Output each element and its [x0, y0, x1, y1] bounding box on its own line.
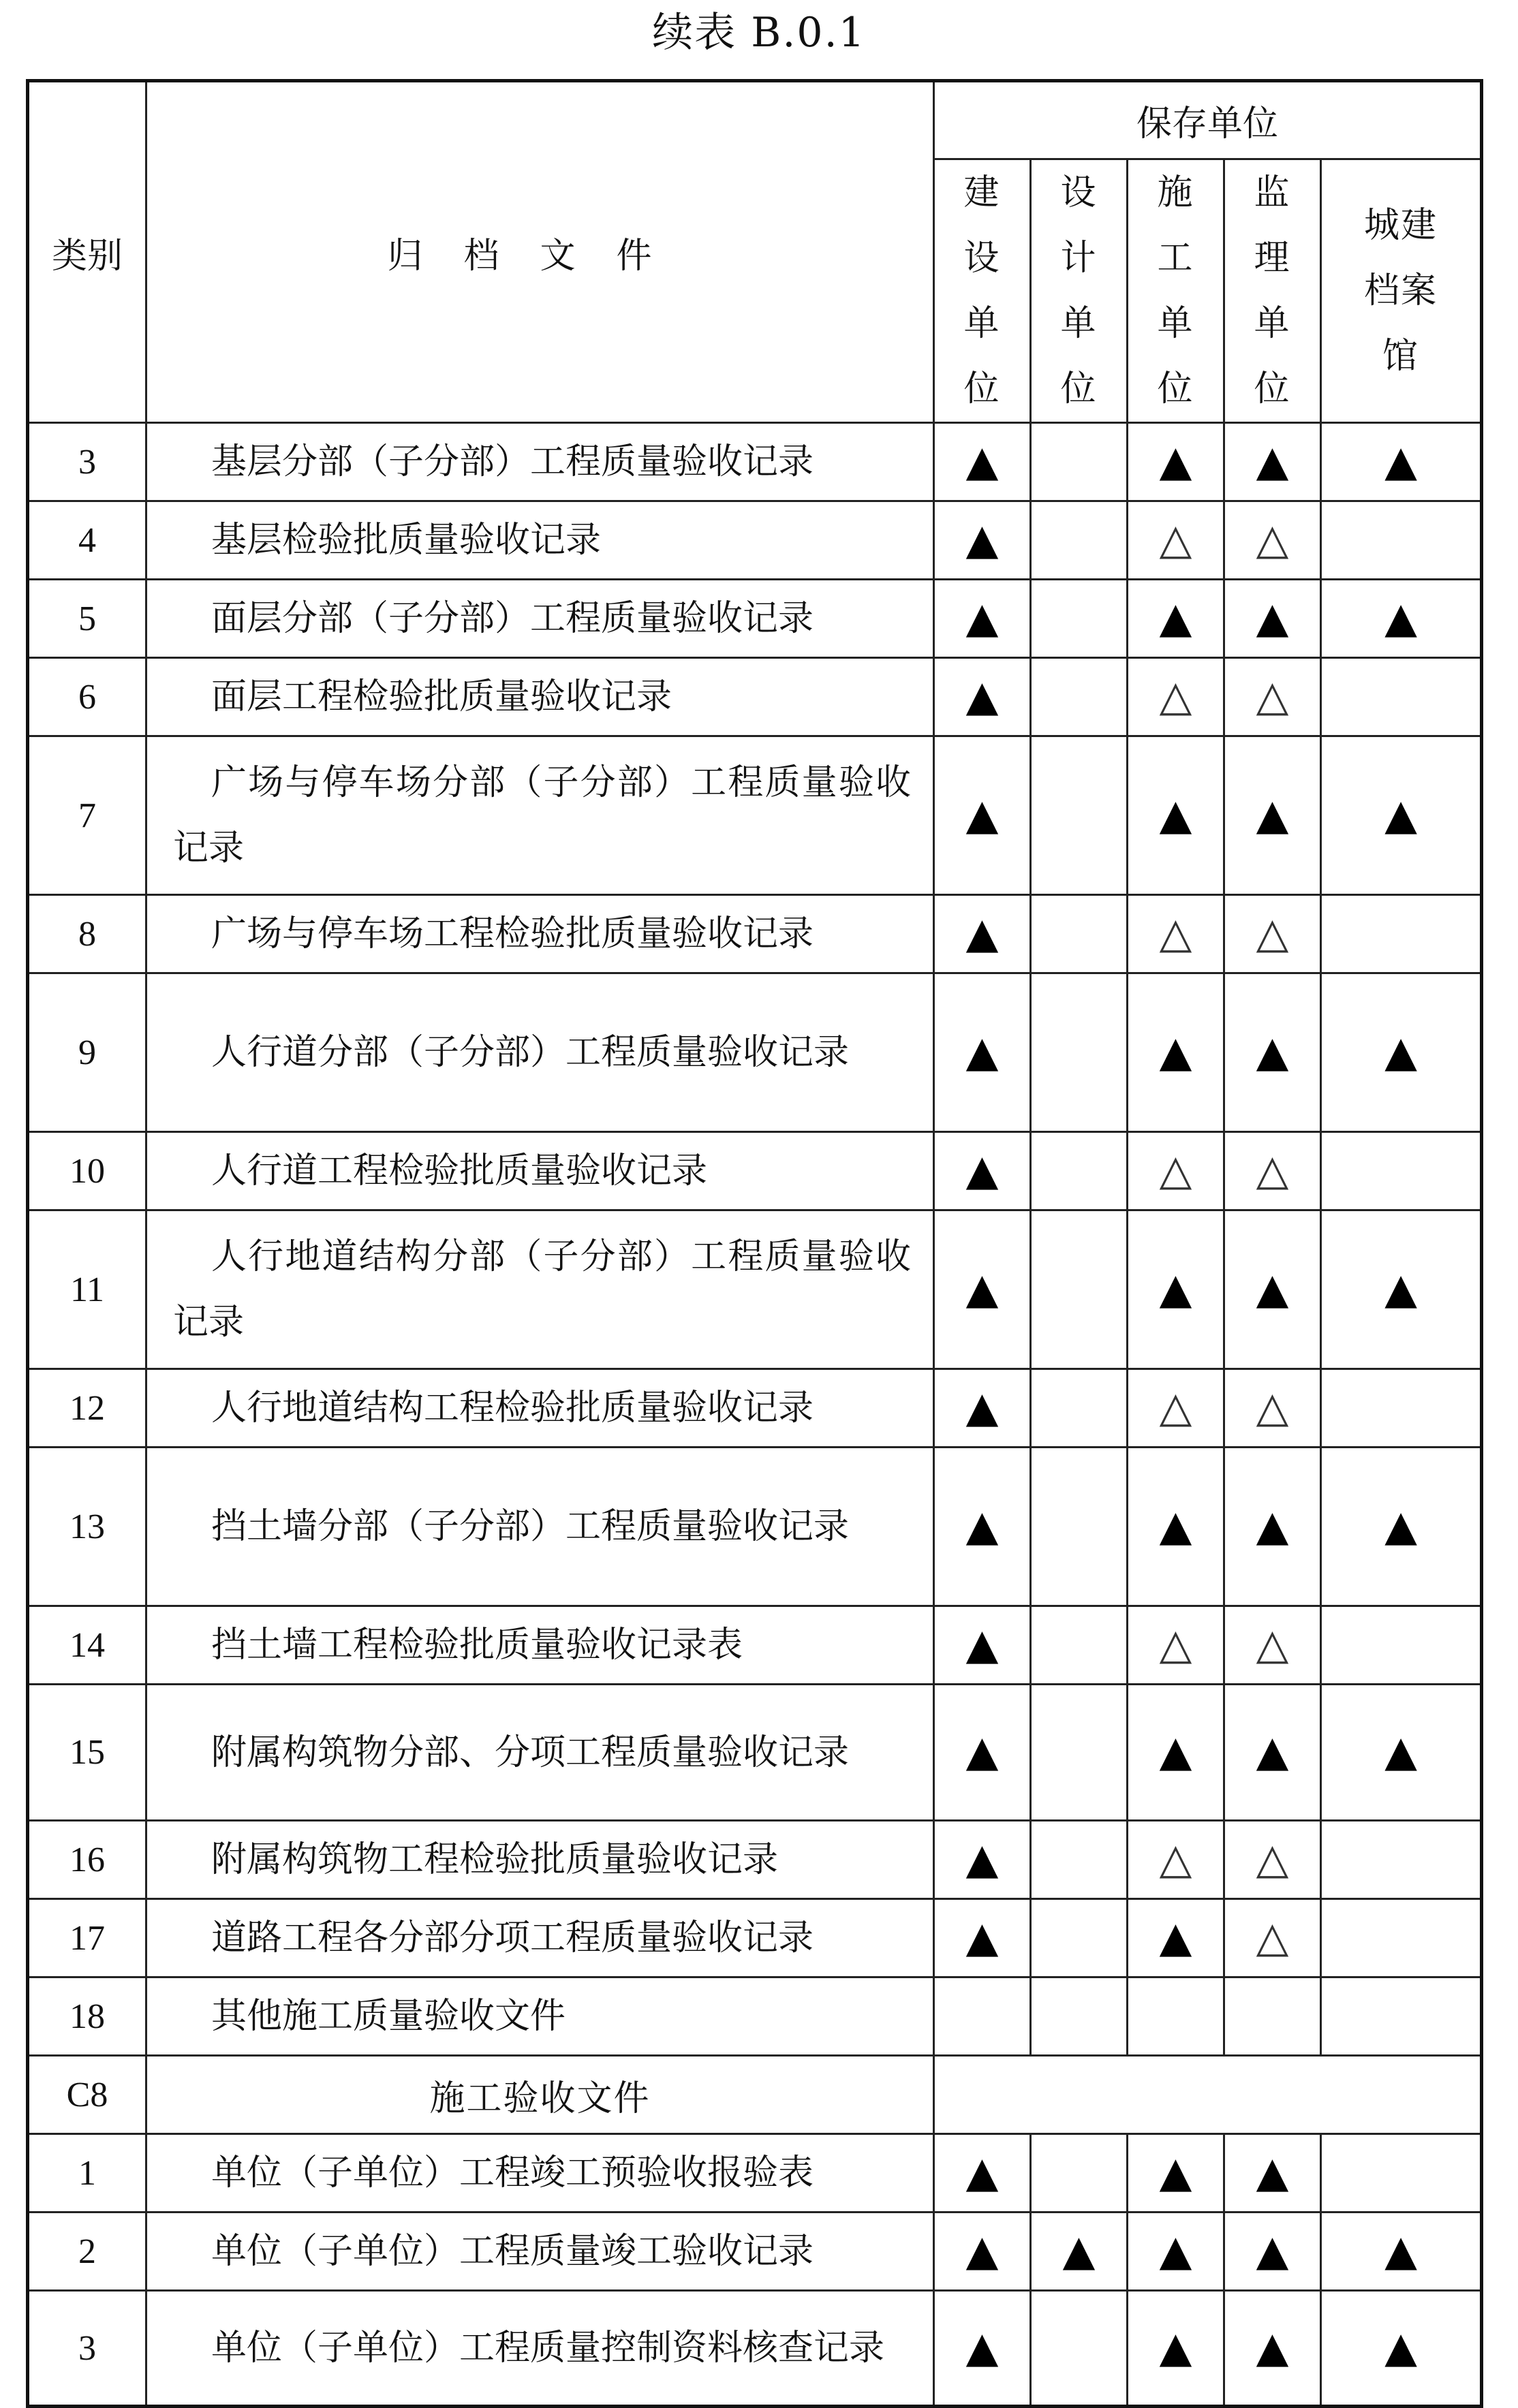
- mark-cell-archive: [1321, 2134, 1482, 2212]
- mark-cell-archive: [1321, 2291, 1482, 2407]
- mark-cell-contractor: [1128, 2134, 1224, 2212]
- archive-table: [26, 79, 1483, 2408]
- row-number: 6: [28, 658, 146, 736]
- mark-cell-archive: [1321, 973, 1482, 1132]
- table-row: [28, 501, 1482, 580]
- row-number: 15: [28, 1685, 146, 1821]
- mark-cell-supervisor: [1224, 1132, 1321, 1210]
- row-number: 12: [28, 1369, 146, 1448]
- table-title: 续表 B.0.1: [652, 9, 866, 57]
- mark-cell-archive: [1321, 501, 1482, 580]
- document-name: 广场与停车场工程检验批质量验收记录: [211, 913, 814, 954]
- mark-cell-supervisor: [1224, 1210, 1321, 1369]
- table-row: [28, 1369, 1482, 1448]
- solid-triangle-icon: ▲: [1159, 1026, 1192, 1076]
- document-name: 挡土墙分部（子分部）工程质量验收记录: [211, 1506, 850, 1547]
- solid-triangle-icon: ▲: [965, 1619, 999, 1669]
- row-number: 10: [28, 1132, 146, 1210]
- solid-triangle-icon: ▲: [1159, 1263, 1192, 1313]
- mark-cell-supervisor: [1224, 658, 1321, 736]
- hollow-triangle-icon: △: [1256, 1381, 1289, 1432]
- mark-cell-supervisor: [1224, 1821, 1321, 1899]
- mark-cell-archive: [1321, 736, 1482, 895]
- mark-cell-supervisor: [1224, 1899, 1321, 1977]
- solid-triangle-icon: ▲: [1384, 1026, 1417, 1076]
- document-name: 附属构筑物分部、分项工程质量验收记录: [211, 1732, 850, 1773]
- mark-cell-construction-owner: [934, 973, 1031, 1132]
- row-number: 13: [28, 1448, 146, 1606]
- mark-cell-archive: [1321, 1685, 1482, 1821]
- document-name: 单位（子单位）工程质量控制资料核查记录: [211, 2328, 885, 2368]
- mark-cell-construction-owner: [934, 1685, 1031, 1821]
- solid-triangle-icon: ▲: [1159, 1726, 1192, 1776]
- solid-triangle-icon: ▲: [965, 1726, 999, 1776]
- mark-cell-contractor: [1128, 423, 1224, 501]
- hollow-triangle-icon: △: [1256, 514, 1289, 564]
- hollow-triangle-icon: △: [1256, 1833, 1289, 1883]
- mark-cell-construction-owner: [934, 423, 1031, 501]
- solid-triangle-icon: ▲: [965, 1911, 999, 1962]
- hollow-triangle-icon: △: [1159, 1833, 1192, 1883]
- row-number: 7: [28, 736, 146, 895]
- table-row: [28, 1821, 1482, 1899]
- mark-cell-contractor: [1128, 658, 1224, 736]
- solid-triangle-icon: ▲: [1384, 1263, 1417, 1313]
- document-name-cell: [146, 1369, 934, 1448]
- solid-triangle-icon: ▲: [1256, 435, 1289, 486]
- mark-cell-contractor: [1128, 1606, 1224, 1685]
- mark-cell-design: [1031, 1132, 1128, 1210]
- mark-cell-construction-owner: [934, 1448, 1031, 1606]
- mark-cell-supervisor: [1224, 895, 1321, 973]
- mark-cell-contractor: [1128, 973, 1224, 1132]
- table-row: [28, 736, 1482, 895]
- solid-triangle-icon: ▲: [1256, 2225, 1289, 2275]
- row-number: 5: [28, 580, 146, 658]
- document-name-cell: [146, 423, 934, 501]
- mark-cell-archive: [1321, 1369, 1482, 1448]
- mark-cell-supervisor: [1224, 2134, 1321, 2212]
- table-row: [28, 2291, 1482, 2407]
- document-name: 其他施工质量验收文件: [211, 1996, 566, 2037]
- mark-cell-design: [1031, 501, 1128, 580]
- mark-cell-construction-owner: [934, 580, 1031, 658]
- document-name: 人行地道结构分部（子分部）工程质量验收记录: [173, 1236, 911, 1343]
- table-row: [28, 973, 1482, 1132]
- mark-cell-archive: [1321, 1132, 1482, 1210]
- solid-triangle-icon: ▲: [965, 670, 999, 721]
- mark-cell-construction-owner: [934, 1821, 1031, 1899]
- mark-cell-contractor: [1128, 1899, 1224, 1977]
- mark-cell-supervisor: [1224, 736, 1321, 895]
- mark-cell-archive: [1321, 1210, 1482, 1369]
- hollow-triangle-icon: △: [1159, 907, 1192, 958]
- mark-cell-contractor: [1128, 1132, 1224, 1210]
- solid-triangle-icon: ▲: [1384, 435, 1417, 486]
- mark-cell-construction-owner: [934, 1369, 1031, 1448]
- header-unit-contractor: 施工单位: [1128, 159, 1224, 423]
- solid-triangle-icon: ▲: [965, 1500, 999, 1550]
- solid-triangle-icon: ▲: [965, 2321, 999, 2372]
- solid-triangle-icon: ▲: [1159, 592, 1192, 642]
- document-name: 道路工程各分部分项工程质量验收记录: [211, 1918, 814, 1958]
- mark-cell-construction-owner: [934, 1132, 1031, 1210]
- mark-cell-design: [1031, 423, 1128, 501]
- mark-cell-supervisor: [1224, 423, 1321, 501]
- mark-cell-construction-owner: [934, 736, 1031, 895]
- row-number: 11: [28, 1210, 146, 1369]
- mark-cell-contractor: [1128, 2291, 1224, 2407]
- mark-cell-supervisor: [1224, 1606, 1321, 1685]
- table-row: [28, 1977, 1482, 2056]
- table-row: [28, 423, 1482, 501]
- document-name-cell: [146, 973, 934, 1132]
- mark-cell-contractor: [1128, 1448, 1224, 1606]
- solid-triangle-icon: ▲: [965, 1263, 999, 1313]
- solid-triangle-icon: ▲: [1256, 592, 1289, 642]
- solid-triangle-icon: ▲: [1384, 592, 1417, 642]
- mark-cell-design: [1031, 1606, 1128, 1685]
- mark-cell-supervisor: [1224, 580, 1321, 658]
- table-row: [28, 1899, 1482, 1977]
- mark-cell-design: [1031, 658, 1128, 736]
- header-storage: 保存单位: [934, 81, 1482, 159]
- solid-triangle-icon: ▲: [965, 1026, 999, 1076]
- mark-cell-contractor: [1128, 1210, 1224, 1369]
- mark-cell-design: [1031, 580, 1128, 658]
- solid-triangle-icon: ▲: [1256, 1263, 1289, 1313]
- document-name-cell: [146, 501, 934, 580]
- table-row: [28, 1685, 1482, 1821]
- mark-cell-design: [1031, 1685, 1128, 1821]
- mark-cell-design: [1031, 1821, 1128, 1899]
- mark-cell-design: [1031, 1448, 1128, 1606]
- mark-cell-supervisor: [1224, 501, 1321, 580]
- solid-triangle-icon: ▲: [1159, 2146, 1192, 2197]
- mark-cell-construction-owner: [934, 895, 1031, 973]
- row-number: 9: [28, 973, 146, 1132]
- row-number: 3: [28, 423, 146, 501]
- document-name: 基层分部（子分部）工程质量验收记录: [211, 441, 814, 482]
- mark-cell-supervisor: [1224, 973, 1321, 1132]
- table-row: [28, 895, 1482, 973]
- mark-cell-design: [1031, 2291, 1128, 2407]
- table-row: [28, 2212, 1482, 2291]
- mark-cell-archive: [1321, 1606, 1482, 1685]
- row-number: 17: [28, 1899, 146, 1977]
- solid-triangle-icon: ▲: [1159, 1911, 1192, 1962]
- solid-triangle-icon: ▲: [965, 592, 999, 642]
- hollow-triangle-icon: △: [1256, 670, 1289, 721]
- mark-cell-archive: [1321, 580, 1482, 658]
- solid-triangle-icon: ▲: [1384, 1500, 1417, 1550]
- document-name-cell: [146, 2212, 934, 2291]
- section-blank: [934, 2056, 1482, 2134]
- mark-cell-construction-owner: [934, 2291, 1031, 2407]
- header-category: 类别: [28, 81, 146, 423]
- mark-cell-construction-owner: [934, 501, 1031, 580]
- mark-cell-design: [1031, 1210, 1128, 1369]
- document-name-cell: [146, 736, 934, 895]
- document-name-cell: [146, 1821, 934, 1899]
- document-name: 单位（子单位）工程质量竣工验收记录: [211, 2231, 814, 2272]
- solid-triangle-icon: ▲: [1384, 2225, 1417, 2275]
- row-number: 14: [28, 1606, 146, 1685]
- solid-triangle-icon: ▲: [1256, 1026, 1289, 1076]
- mark-cell-design: [1031, 1899, 1128, 1977]
- section-row: [28, 2056, 1482, 2134]
- row-number: 4: [28, 501, 146, 580]
- mark-cell-supervisor: [1224, 1369, 1321, 1448]
- header-document: 归档文件: [146, 81, 934, 423]
- mark-cell-contractor: [1128, 1685, 1224, 1821]
- mark-cell-design: [1031, 2134, 1128, 2212]
- mark-cell-design: [1031, 736, 1128, 895]
- mark-cell-supervisor: [1224, 2212, 1321, 2291]
- document-name: 附属构筑物工程检验批质量验收记录: [211, 1839, 779, 1880]
- solid-triangle-icon: ▲: [1159, 2321, 1192, 2372]
- solid-triangle-icon: ▲: [1384, 1726, 1417, 1776]
- document-name: 人行地道结构工程检验批质量验收记录: [211, 1388, 814, 1428]
- mark-cell-construction-owner: [934, 658, 1031, 736]
- hollow-triangle-icon: △: [1159, 514, 1192, 564]
- header-unit-design: 设计单位: [1031, 159, 1128, 423]
- mark-cell-construction-owner: [934, 1606, 1031, 1685]
- solid-triangle-icon: ▲: [965, 1381, 999, 1432]
- mark-cell-contractor: [1128, 895, 1224, 973]
- table-row: [28, 1448, 1482, 1606]
- solid-triangle-icon: ▲: [1384, 789, 1417, 839]
- solid-triangle-icon: ▲: [965, 514, 999, 564]
- solid-triangle-icon: ▲: [1256, 789, 1289, 839]
- mark-cell-supervisor: [1224, 1448, 1321, 1606]
- solid-triangle-icon: ▲: [1159, 1500, 1192, 1550]
- row-number: 18: [28, 1977, 146, 2056]
- mark-cell-construction-owner: [934, 1210, 1031, 1369]
- mark-cell-construction-owner: [934, 1977, 1031, 2056]
- document-name-cell: [146, 658, 934, 736]
- mark-cell-archive: [1321, 1899, 1482, 1977]
- hollow-triangle-icon: △: [1159, 1619, 1192, 1669]
- mark-cell-archive: [1321, 895, 1482, 973]
- section-title: 施工验收文件: [146, 2056, 934, 2134]
- solid-triangle-icon: ▲: [1256, 1500, 1289, 1550]
- document-name: 面层工程检验批质量验收记录: [211, 676, 672, 717]
- mark-cell-contractor: [1128, 1369, 1224, 1448]
- solid-triangle-icon: ▲: [1384, 2321, 1417, 2372]
- document-name-cell: [146, 1132, 934, 1210]
- table-header: [28, 81, 1482, 423]
- solid-triangle-icon: ▲: [1159, 2225, 1192, 2275]
- mark-cell-construction-owner: [934, 2134, 1031, 2212]
- hollow-triangle-icon: △: [1159, 1144, 1192, 1195]
- document-name: 人行道工程检验批质量验收记录: [211, 1151, 708, 1191]
- header-unit-construction-owner: 建设单位: [934, 159, 1031, 423]
- solid-triangle-icon: ▲: [1159, 789, 1192, 839]
- solid-triangle-icon: ▲: [965, 789, 999, 839]
- table-row: [28, 658, 1482, 736]
- document-name-cell: [146, 1448, 934, 1606]
- hollow-triangle-icon: △: [1256, 907, 1289, 958]
- mark-cell-design: [1031, 973, 1128, 1132]
- document-name-cell: [146, 1606, 934, 1685]
- mark-cell-archive: [1321, 1977, 1482, 2056]
- row-number: 8: [28, 895, 146, 973]
- document-name-cell: [146, 2134, 934, 2212]
- table-body: [28, 423, 1482, 2407]
- mark-cell-archive: [1321, 1448, 1482, 1606]
- mark-cell-contractor: [1128, 580, 1224, 658]
- document-name: 基层检验批质量验收记录: [211, 520, 602, 561]
- table-row: [28, 1606, 1482, 1685]
- mark-cell-supervisor: [1224, 1685, 1321, 1821]
- document-name-cell: [146, 580, 934, 658]
- document-name-cell: [146, 2291, 934, 2407]
- solid-triangle-icon: ▲: [1256, 1726, 1289, 1776]
- mark-cell-design: [1031, 1369, 1128, 1448]
- mark-cell-archive: [1321, 2212, 1482, 2291]
- mark-cell-construction-owner: [934, 2212, 1031, 2291]
- hollow-triangle-icon: △: [1159, 670, 1192, 721]
- solid-triangle-icon: ▲: [965, 2225, 999, 2275]
- hollow-triangle-icon: △: [1256, 1619, 1289, 1669]
- mark-cell-design: [1031, 1977, 1128, 2056]
- solid-triangle-icon: ▲: [965, 2146, 999, 2197]
- mark-cell-contractor: [1128, 2212, 1224, 2291]
- document-name-cell: [146, 1899, 934, 1977]
- mark-cell-archive: [1321, 658, 1482, 736]
- document-name: 单位（子单位）工程竣工预验收报验表: [211, 2153, 814, 2193]
- mark-cell-archive: [1321, 423, 1482, 501]
- mark-cell-construction-owner: [934, 1899, 1031, 1977]
- solid-triangle-icon: ▲: [965, 1833, 999, 1883]
- mark-cell-contractor: [1128, 736, 1224, 895]
- mark-cell-contractor: [1128, 1977, 1224, 2056]
- mark-cell-archive: [1321, 1821, 1482, 1899]
- table-row: [28, 580, 1482, 658]
- table-row: [28, 2134, 1482, 2212]
- header-unit-archive: 城建档案馆: [1321, 159, 1482, 423]
- document-name: 人行道分部（子分部）工程质量验收记录: [211, 1032, 850, 1073]
- document-name-cell: [146, 895, 934, 973]
- document-name-cell: [146, 1685, 934, 1821]
- document-name: 挡土墙工程检验批质量验收记录表: [211, 1625, 743, 1666]
- table-row: [28, 1132, 1482, 1210]
- solid-triangle-icon: ▲: [1159, 435, 1192, 486]
- mark-cell-contractor: [1128, 1821, 1224, 1899]
- solid-triangle-icon: ▲: [1256, 2321, 1289, 2372]
- document-name-cell: [146, 1977, 934, 2056]
- table-row: [28, 1210, 1482, 1369]
- solid-triangle-icon: ▲: [1062, 2225, 1096, 2275]
- document-name-cell: [146, 1210, 934, 1369]
- mark-cell-design: [1031, 895, 1128, 973]
- document-name: 广场与停车场分部（子分部）工程质量验收记录: [173, 762, 911, 869]
- row-number: C8: [28, 2056, 146, 2134]
- row-number: 1: [28, 2134, 146, 2212]
- solid-triangle-icon: ▲: [965, 1144, 999, 1195]
- solid-triangle-icon: ▲: [965, 907, 999, 958]
- header-unit-supervisor: 监理单位: [1224, 159, 1321, 423]
- hollow-triangle-icon: △: [1256, 1144, 1289, 1195]
- solid-triangle-icon: ▲: [1256, 2146, 1289, 2197]
- hollow-triangle-icon: △: [1159, 1381, 1192, 1432]
- row-number: 2: [28, 2212, 146, 2291]
- mark-cell-supervisor: [1224, 1977, 1321, 2056]
- solid-triangle-icon: ▲: [965, 435, 999, 486]
- row-number: 3: [28, 2291, 146, 2407]
- row-number: 16: [28, 1821, 146, 1899]
- mark-cell-contractor: [1128, 501, 1224, 580]
- hollow-triangle-icon: △: [1256, 1911, 1289, 1962]
- document-name: 面层分部（子分部）工程质量验收记录: [211, 598, 814, 639]
- mark-cell-design: [1031, 2212, 1128, 2291]
- mark-cell-supervisor: [1224, 2291, 1321, 2407]
